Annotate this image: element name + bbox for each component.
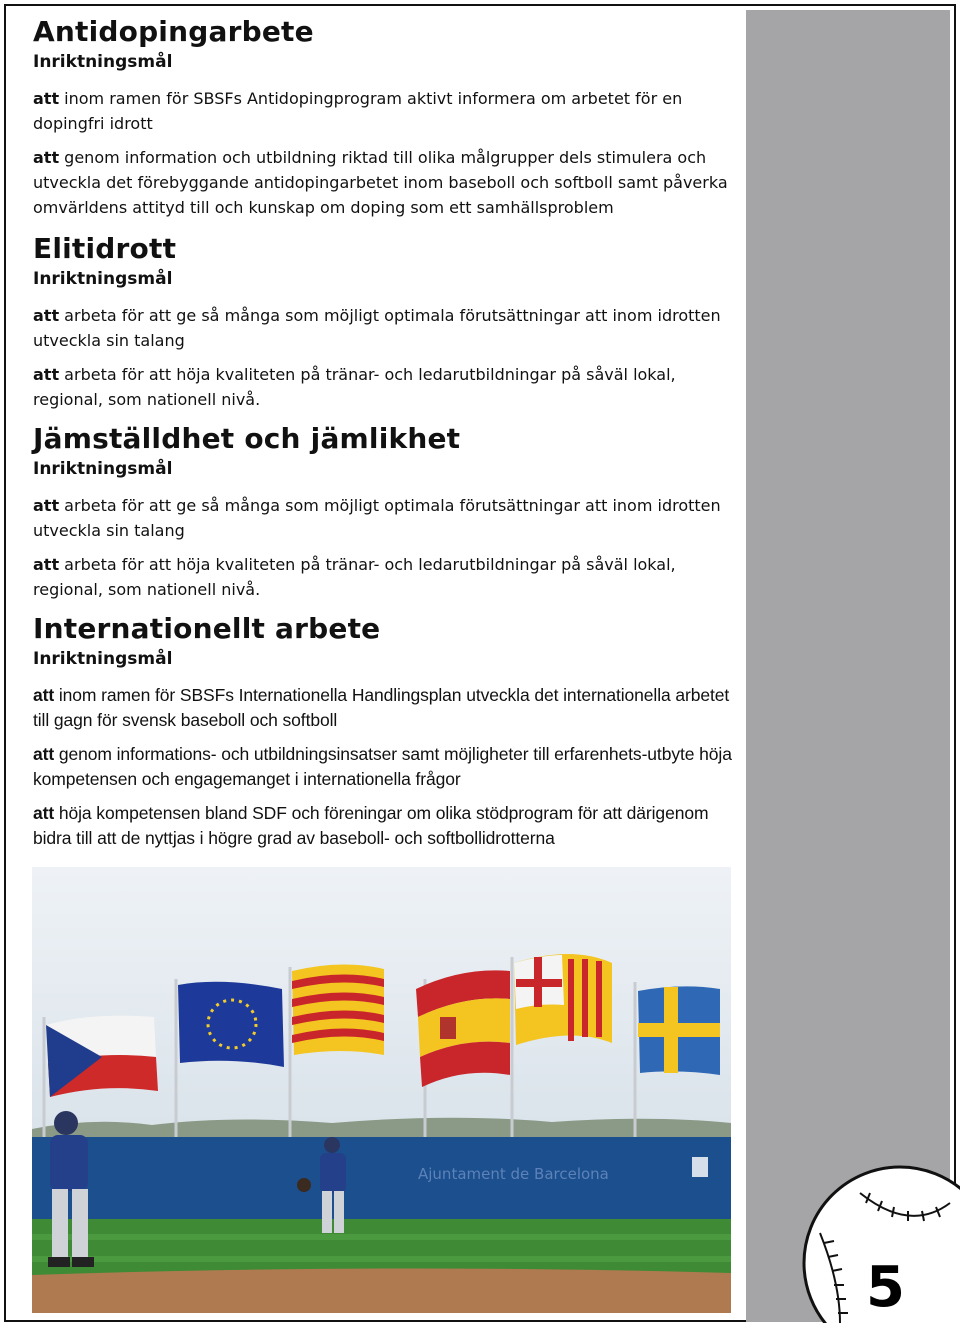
paragraph — [33, 303, 733, 353]
section-heading: Internationellt arbete — [33, 612, 381, 645]
catalan-flag — [292, 964, 384, 1055]
paragraph — [33, 742, 733, 792]
paragraph-text: genom information och utbildning riktad till olika målgrupper dels stimulera och utveckla det förebyggande antidopingarbetet inom baseboll och softboll samt påverka omvärldens attityd till och kunskap om doping som ett samhällsproblem — [33, 148, 728, 217]
czech-flag — [46, 1016, 158, 1097]
paragraph-text: arbeta för att ge så många som möjligt optimala förutsättningar att inom idrotten utveckla sin talang — [33, 306, 721, 350]
gray-sidebar — [746, 10, 950, 1322]
paragraph-lead: att — [33, 306, 60, 325]
section-subheading: Inriktningsmål — [33, 459, 173, 479]
section-elitidrott — [33, 231, 733, 412]
paragraph — [33, 552, 733, 602]
section-jamstalldhet — [33, 421, 733, 602]
paragraph-text: inom ramen för SBSFs Internationella Handlingsplan utveckla det internationella arbetet till gagn för svensk baseboll och softboll — [33, 685, 730, 730]
section-subheading: Inriktningsmål — [33, 269, 173, 289]
paragraph-lead: att — [33, 803, 55, 823]
section-internationellt — [33, 611, 733, 851]
paragraph — [33, 493, 733, 543]
paragraph — [33, 362, 733, 412]
paragraph-lead: att — [33, 685, 55, 705]
section-heading: Antidopingarbete — [33, 15, 314, 48]
banner-text: Ajuntament de Barcelona — [418, 1165, 609, 1183]
page-number: 5 — [866, 1255, 905, 1320]
section-heading: Elitidrott — [33, 232, 177, 265]
paragraph-lead: att — [33, 555, 60, 574]
section-subheading: Inriktningsmål — [33, 52, 173, 72]
paragraph-text: arbeta för att höja kvaliteten på tränar- och ledarutbildningar på såväl lokal, regional, som nationell nivå. — [33, 365, 676, 409]
section-heading: Jämställdhet och jämlikhet — [33, 422, 461, 455]
paragraph — [33, 683, 733, 733]
paragraph-lead: att — [33, 744, 55, 764]
paragraph-text: inom ramen för SBSFs Antidopingprogram aktivt informera om arbetet för en dopingfri idrott — [33, 89, 683, 133]
paragraph-text: höja kompetensen bland SDF och föreningar om olika stödprogram för att därigenom bidra till att de nyttjas i högre grad av baseboll- och softbollidrotterna — [33, 803, 709, 848]
section-antidoping — [33, 14, 733, 220]
page-content — [33, 14, 733, 860]
paragraph-lead: att — [33, 89, 60, 108]
swedish-flag — [638, 986, 720, 1075]
barcelona-flag — [514, 954, 612, 1045]
paragraph-lead: att — [33, 496, 60, 515]
paragraph-lead: att — [33, 148, 60, 167]
eu-flag — [178, 982, 284, 1067]
paragraph-text: arbeta för att ge så många som möjligt optimala förutsättningar att inom idrotten utveckla sin talang — [33, 496, 721, 540]
section-subheading: Inriktningsmål — [33, 649, 173, 669]
paragraph — [33, 86, 733, 136]
paragraph-lead: att — [33, 365, 60, 384]
paragraph-text: arbeta för att höja kvaliteten på tränar- och ledarutbildningar på såväl lokal, regional, som nationell nivå. — [33, 555, 676, 599]
paragraph — [33, 145, 733, 220]
flags-baseball-photo — [32, 867, 731, 1313]
paragraph-text: genom informations- och utbildningsinsatser samt möjligheter till erfarenhets-utbyte höja kompetensen och engagemanget i internationella frågor — [33, 744, 732, 789]
paragraph — [33, 801, 733, 851]
spanish-flag — [416, 970, 510, 1087]
